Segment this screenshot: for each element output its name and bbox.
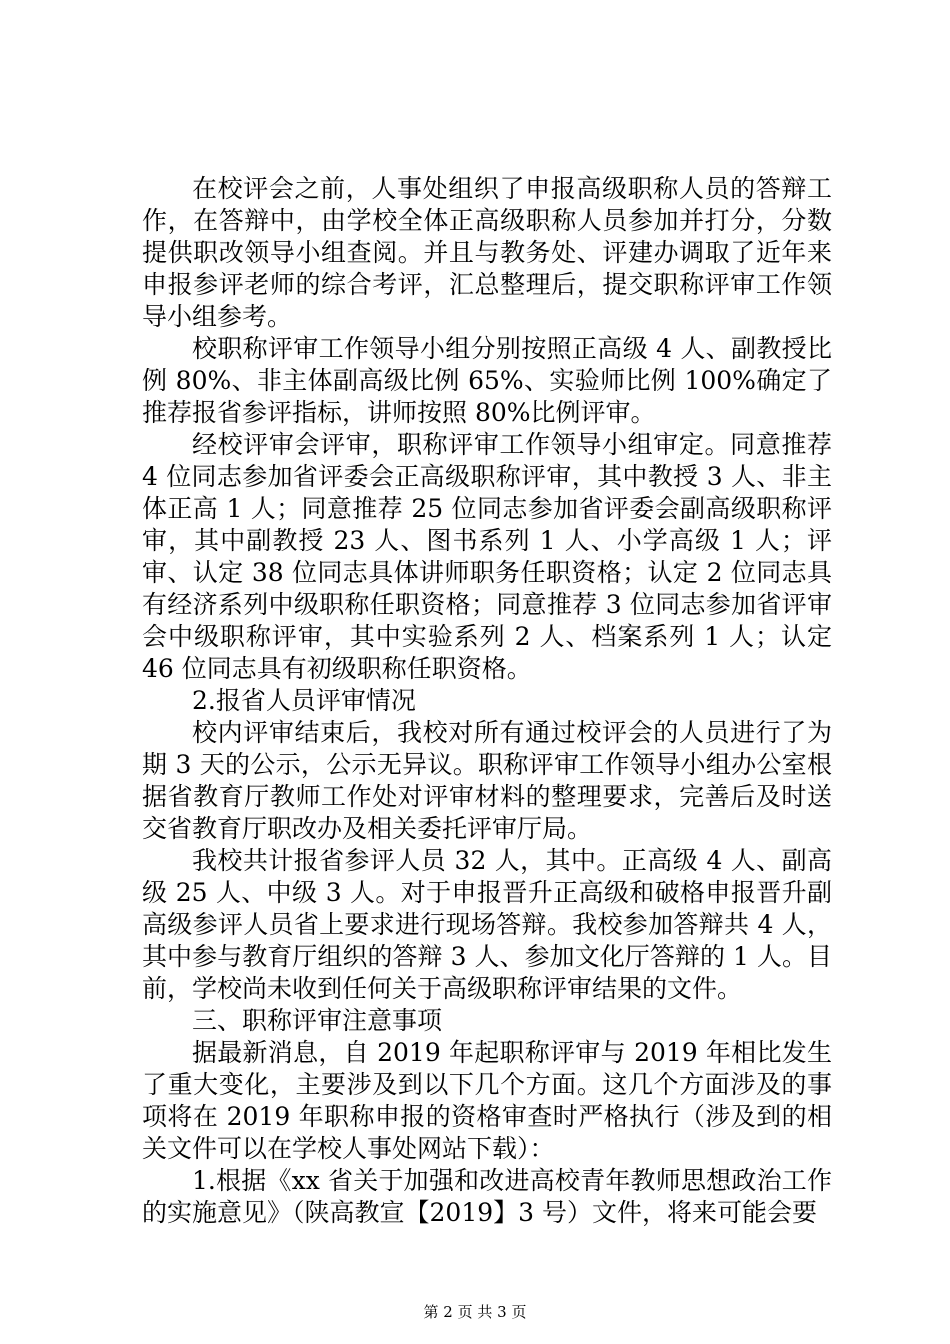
document-body [142, 173, 832, 1229]
paragraph-oral-defense: 在校评会之前，人事处组织了申报高级职称人员的答辩工作，在答辩中，由学校全体正高级职称人员参加并打分，分数提供职改领导小组查阅。并且与教务处、评建办调取了近年来申报参评老师的综合考评，汇总整理后，提交职称评审工作领导小组参考。 [142, 174, 832, 331]
paragraph-provincial-count: 我校共计报省参评人员 32 人，其中。正高级 4 人、副高级 25 人、中级 3 人。对于申报晋升正高级和破格申报晋升副高级参评人员省上要求进行现场答辩。我校参加答辩共 4 人，其中参与教育厅组织的答辩 3 人、参加文化厅答辩的 1 人。目前，学校尚未收到任何关于高级职称评审结果的文件。 [142, 846, 832, 1003]
paragraph-review-results: 经校评审会评审，职称评审工作领导小组审定。同意推荐 4 位同志参加省评委会正高级职称评审，其中教授 3 人、非主体正高 1 人；同意推荐 25 位同志参加省评委会副高级职称评审，其中副教授 23 人、图书系列 1 人、小学高级 1 人；评审、认定 38 位同志具体讲师职务任职资格；认定 2 位同志具有经济系列中级职称任职资格；同意推荐 3 位同志参加省评审会中级职称评审，其中实验系列 2 人、档案系列 1 人；认定 46 位同志具有初级职称任职资格。 [142, 430, 832, 683]
paragraph-latest-news: 据最新消息，自 2019 年起职称评审与 2019 年相比发生了重大变化，主要涉及到以下几个方面。这几个方面涉及的事项将在 2019 年职称申报的资格审查时严格执行（涉及到的相关文件可以在学校人事处网站下载）： [142, 1038, 832, 1163]
page-footer: 第 2 页 共 3 页 [423, 1303, 527, 1321]
paragraph-quota-ratios: 校职称评审工作领导小组分别按照正高级 4 人、副教授比例 80%、非主体副高级比例 65%、实验师比例 100%确定了推荐报省参评指标，讲师按照 80%比例评审。 [142, 334, 832, 427]
section-heading-provincial-review: 2.报省人员评审情况 [192, 686, 416, 715]
paragraph-public-notice: 校内评审结束后，我校对所有通过校评会的人员进行了为期 3 天的公示，公示无异议。职称评审工作领导小组办公室根据省教育厅教师工作处对评审材料的整理要求，完善后及时送交省教育厅职改办及相关委托评审厅局。 [142, 718, 832, 843]
section-heading-notes: 三、职称评审注意事项 [192, 1006, 443, 1035]
paragraph-item-1: 1.根据《xx 省关于加强和改进高校青年教师思想政治工作的实施意见》（陕高教宣【2019】3 号）文件，将来可能会要 [142, 1166, 832, 1227]
